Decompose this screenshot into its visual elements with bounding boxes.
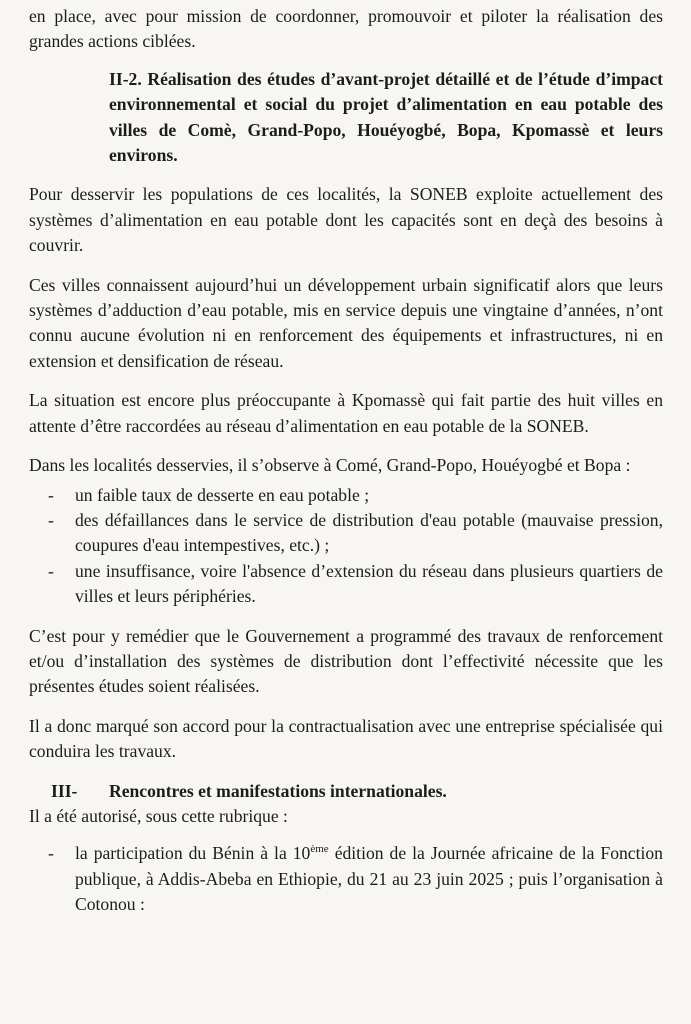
section-iii-title: Rencontres et manifestations internationales. xyxy=(109,780,447,801)
paragraph-urban-development: Ces villes connaissent aujourd’hui un développement urbain significatif alors que leurs systèmes d’adduction d’eau potable, mis en service depuis une vingtaine d’années, n’ont connu aucune évolution ni en renforcement des équipements et infrastructures, ni en extension et densification de réseau. xyxy=(29,274,663,371)
international-events-list xyxy=(29,841,663,917)
paragraph-contract-agreement: Il a donc marqué son accord pour la contractualisation avec une entreprise spécialisée qui conduira les travaux. xyxy=(29,715,663,762)
bullet-dash: - xyxy=(48,560,54,581)
section-ii2-heading: II-2. Réalisation des études d’avant-projet détaillé et de l’étude d’impact environnemental et social du projet d’alimentation en eau potable des villes de Comè, Grand-Popo, Houéyogbé, Bopa, Kpomassè et leurs environs. xyxy=(109,68,663,166)
bullet-dash: - xyxy=(48,509,54,530)
bullet-dash: - xyxy=(48,484,54,505)
list-item xyxy=(29,559,663,610)
section-iii-heading xyxy=(51,779,663,804)
list-item xyxy=(29,508,663,559)
paragraph-localities: Dans les localités desservies, il s’observe à Comé, Grand-Popo, Houéyogbé et Bopa : xyxy=(29,455,631,476)
intro-paragraph: en place, avec pour mission de coordonner, promouvoir et piloter la réalisation des grandes actions ciblées. xyxy=(29,6,663,52)
ordinal-superscript: ème xyxy=(310,843,329,856)
section-iii-lead: Il a été autorisé, sous cette rubrique : xyxy=(29,805,288,826)
list-item-text: un faible taux de desserte en eau potable ; xyxy=(75,484,370,505)
paragraph-kpomasse: La situation est encore plus préoccupante à Kpomassè qui fait partie des huit villes en attente d’être raccordées au réseau d’alimentation en eau potable de la SONEB. xyxy=(29,390,663,436)
list-item-text: la participation du Bénin à la 10ème édition de la Journée africaine de la Fonction publique, à Addis-Abeba en Ethiopie, du 21 au 23 juin 2025 ; puis l’organisation à Cotonou : xyxy=(75,843,663,915)
problems-list xyxy=(29,483,663,610)
bullet-dash: - xyxy=(48,843,54,864)
list-item xyxy=(29,483,663,508)
list-item-text: une insuffisance, voire l'absence d’extension du réseau dans plusieurs quartiers de villes et leurs périphéries. xyxy=(75,560,663,607)
section-iii-number: III- xyxy=(51,780,78,801)
paragraph-government-remedy: C’est pour y remédier que le Gouvernement a programmé des travaux de renforcement et/ou d’installation des systèmes de distribution dont l’effectivité nécessite que les présentes études soient réalisées. xyxy=(29,625,663,697)
paragraph-soneb-capacity: Pour desservir les populations de ces localités, la SONEB exploite actuellement des systèmes d’alimentation en eau potable dont les capacités sont en deçà des besoins à couvrir. xyxy=(29,184,663,256)
list-item-text: des défaillances dans le service de distribution d'eau potable (mauvaise pression, coupures d'eau intempestives, etc.) ; xyxy=(75,509,663,556)
list-item xyxy=(29,841,663,917)
